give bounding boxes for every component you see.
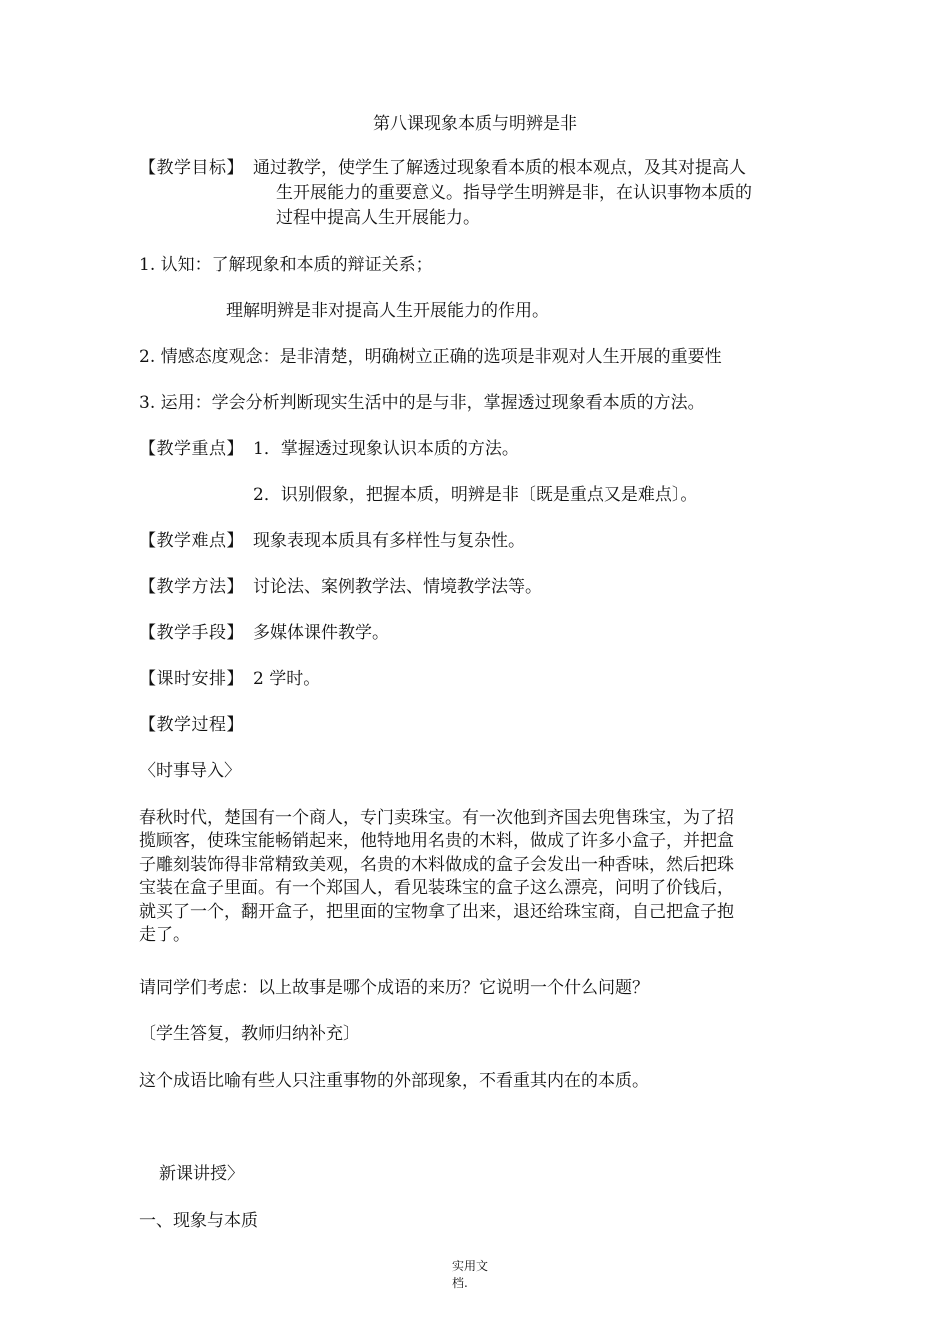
objective-line-3: 过程中提高人生开展能力。 xyxy=(276,208,480,228)
item-application: 3. 运用：学会分析判断现实生活中的是与非，掌握透过现象看本质的方法。 xyxy=(139,393,705,413)
conclusion-text: 这个成语比喻有些人只注重事物的外部现象，不看重其内在的本质。 xyxy=(139,1071,649,1091)
story-line-6: 走了。 xyxy=(139,925,190,945)
answer-note: 〔学生答复，教师归纳补充〕 xyxy=(139,1024,360,1044)
section-heading-1: 一、现象与本质 xyxy=(139,1211,258,1231)
schedule-label: 【课时安排】 xyxy=(139,669,244,689)
item-cognition: 1. 认知：了解现象和本质的辩证关系； xyxy=(139,255,433,275)
item-cognition-sub: 理解明辨是非对提高人生开展能力的作用。 xyxy=(226,301,549,321)
story-line-2: 揽顾客，使珠宝能畅销起来，他特地用名贵的木料，做成了许多小盒子，并把盒 xyxy=(139,831,734,851)
means-text: 多媒体课件教学。 xyxy=(253,623,389,643)
story-line-3: 子雕刻装饰得非常精致美观，名贵的木料做成的盒子会发出一种香味，然后把珠 xyxy=(139,855,734,875)
new-lesson-heading: 新课讲授〉 xyxy=(159,1164,244,1184)
story-line-5: 就买了一个，翻开盒子，把里面的宝物拿了出来，退还给珠宝商，自己把盒子抱 xyxy=(139,902,734,922)
intro-heading: 〈时事导入〉 xyxy=(139,761,241,781)
story-line-1: 春秋时代，楚国有一个商人，专门卖珠宝。有一次他到齐国去兜售珠宝，为了招 xyxy=(139,808,734,828)
footer-line-2: 档. xyxy=(452,1276,468,1290)
key-point-1: 1．掌握透过现象认识本质的方法。 xyxy=(253,439,519,459)
objective-label: 【教学目标】 xyxy=(139,158,244,178)
key-points-label: 【教学重点】 xyxy=(139,439,244,459)
difficulty-text: 现象表现本质具有多样性与复杂性。 xyxy=(253,531,525,551)
objective-line-2: 生开展能力的重要意义。指导学生明辨是非，在认识事物本质的 xyxy=(276,183,752,203)
method-label: 【教学方法】 xyxy=(139,577,244,597)
document-title: 第八课现象本质与明辨是非 xyxy=(373,114,577,134)
method-text: 讨论法、案例教学法、情境教学法等。 xyxy=(253,577,542,597)
schedule-text: 2 学时。 xyxy=(253,669,321,689)
question-text: 请同学们考虑：以上故事是哪个成语的来历？它说明一个什么问题？ xyxy=(139,978,649,998)
story-line-4: 宝装在盒子里面。有一个郑国人，看见装珠宝的盒子这么漂亮，问明了价钱后， xyxy=(139,878,734,898)
means-label: 【教学手段】 xyxy=(139,623,244,643)
page-footer xyxy=(452,1258,512,1292)
footer-line-1: 实用文 xyxy=(452,1259,489,1273)
objective-line-1: 通过教学，使学生了解透过现象看本质的根本观点，及其对提高人 xyxy=(253,158,746,178)
key-point-2: 2．识别假象，把握本质，明辨是非〔既是重点又是难点〕。 xyxy=(253,485,698,505)
item-attitude: 2. 情感态度观念：是非清楚，明确树立正确的选项是非观对人生开展的重要性 xyxy=(139,347,722,367)
difficulty-label: 【教学难点】 xyxy=(139,531,244,551)
process-label: 【教学过程】 xyxy=(139,715,244,735)
